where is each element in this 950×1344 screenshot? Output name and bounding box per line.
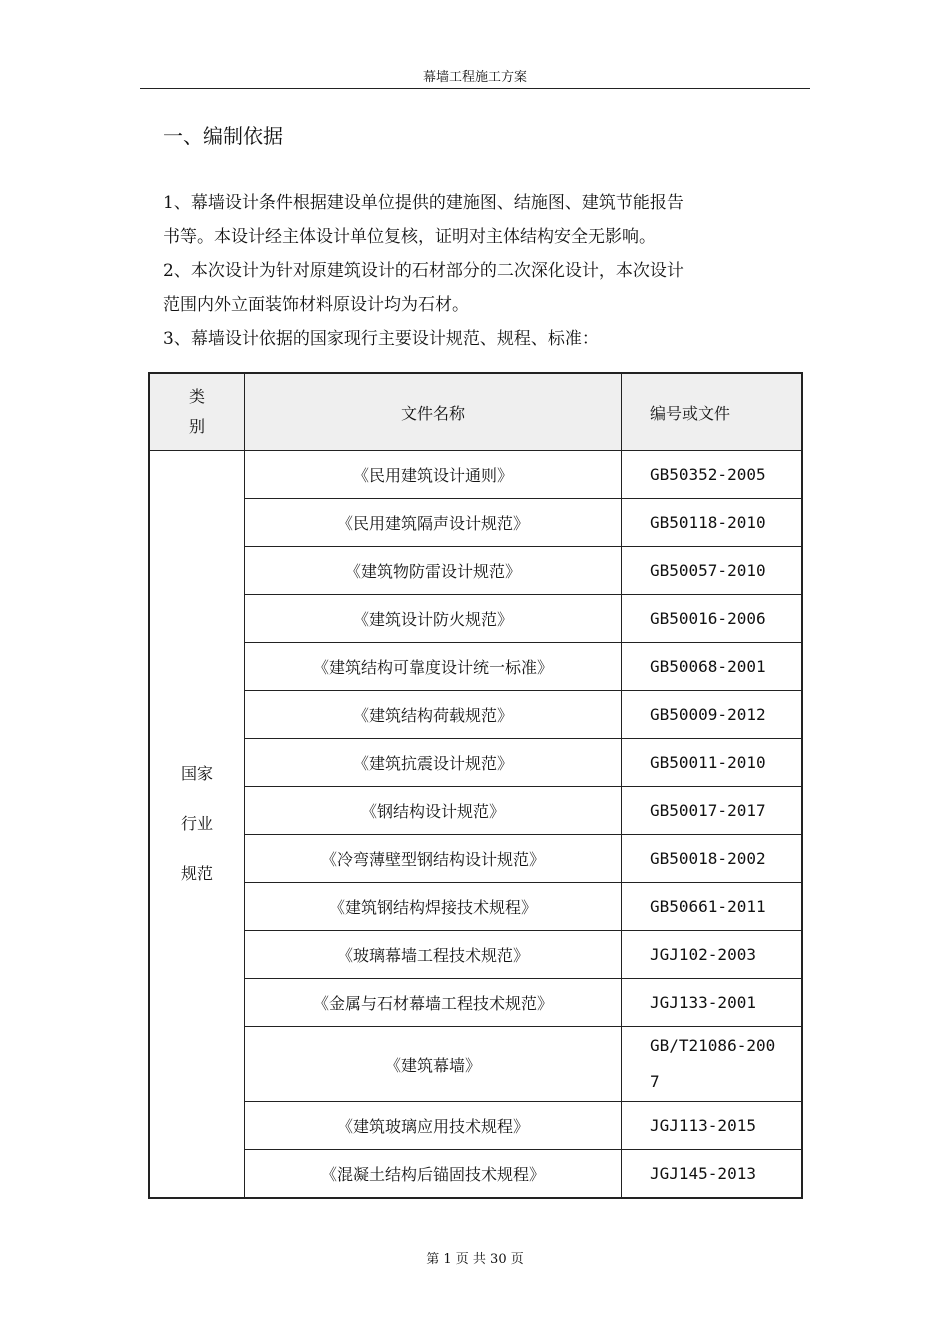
- document-code: GB50118-2010: [622, 499, 802, 547]
- document-name: 《玻璃幕墙工程技术规范》: [245, 931, 622, 979]
- table-row: [149, 1027, 802, 1102]
- document-name: 《建筑玻璃应用技术规程》: [245, 1102, 622, 1150]
- page-header: [140, 68, 810, 89]
- table-row: [149, 931, 802, 979]
- document-code: JGJ113-2015: [622, 1102, 802, 1150]
- section-title: 一、编制依据: [163, 124, 283, 148]
- document-code: GB50068-2001: [622, 643, 802, 691]
- document-name: 《建筑物防雷设计规范》: [245, 547, 622, 595]
- standards-table: [148, 372, 803, 1199]
- paragraph-2-line-2: 范围内外立面装饰材料原设计均为石材。: [163, 295, 469, 315]
- table-row: [149, 643, 802, 691]
- document-name: 《民用建筑隔声设计规范》: [245, 499, 622, 547]
- category-line-2: 行业: [180, 814, 213, 833]
- table-row: [149, 451, 802, 499]
- document-code: JGJ145-2013: [622, 1150, 802, 1199]
- page-footer: 第 1 页 共 30 页: [426, 1252, 524, 1267]
- document-code: GB50057-2010: [622, 547, 802, 595]
- table-row: [149, 691, 802, 739]
- body-text: [163, 186, 763, 356]
- document-code: GB50016-2006: [622, 595, 802, 643]
- header-title: 幕墙工程施工方案: [422, 70, 527, 85]
- table-row: [149, 835, 802, 883]
- header-category-line-2: 别: [188, 417, 205, 436]
- document-name: 《建筑钢结构焊接技术规程》: [245, 883, 622, 931]
- header-category-line-1: 类: [188, 387, 205, 406]
- document-name: 《建筑结构可靠度设计统一标准》: [245, 643, 622, 691]
- paragraph-2-line-1: 2、本次设计为针对原建筑设计的石材部分的二次深化设计，本次设计: [163, 261, 684, 281]
- table-row: [149, 979, 802, 1027]
- document-name: 《冷弯薄壁型钢结构设计规范》: [245, 835, 622, 883]
- document-name: 《建筑抗震设计规范》: [245, 739, 622, 787]
- header-file-name: 文件名称: [245, 373, 622, 451]
- document-name: 《金属与石材幕墙工程技术规范》: [245, 979, 622, 1027]
- document-name: 《建筑结构荷载规范》: [245, 691, 622, 739]
- category-line-3: 规范: [180, 864, 213, 883]
- paragraph-1-line-1: 1、幕墙设计条件根据建设单位提供的建施图、结施图、建筑节能报告: [163, 193, 684, 213]
- table-row: [149, 883, 802, 931]
- document-code: GB50018-2002: [622, 835, 802, 883]
- document-code: JGJ133-2001: [622, 979, 802, 1027]
- paragraph-3-line-1: 3、幕墙设计依据的国家现行主要设计规范、规程、标准：: [163, 329, 599, 349]
- document-name: 《钢结构设计规范》: [245, 787, 622, 835]
- document-code: GB50009-2012: [622, 691, 802, 739]
- document-name: 《建筑幕墙》: [245, 1027, 622, 1102]
- document-name: 《民用建筑设计通则》: [245, 451, 622, 499]
- header-code: 编号或文件: [622, 373, 802, 451]
- table-row: [149, 1150, 802, 1199]
- table-row: [149, 787, 802, 835]
- table-row: [149, 595, 802, 643]
- category-line-1: 国家: [180, 764, 213, 783]
- table-row: [149, 1102, 802, 1150]
- document-code: JGJ102-2003: [622, 931, 802, 979]
- document-code: GB50011-2010: [622, 739, 802, 787]
- paragraph-1-line-2: 书等。本设计经主体设计单位复核，证明对主体结构安全无影响。: [163, 227, 656, 247]
- document-name: 《混凝土结构后锚固技术规程》: [245, 1150, 622, 1199]
- header-category: [149, 373, 245, 451]
- category-cell: [149, 451, 245, 1199]
- table-row: [149, 499, 802, 547]
- document-code: GB50352-2005: [622, 451, 802, 499]
- table-row: [149, 547, 802, 595]
- document-code: GB/T21086-2007: [622, 1027, 802, 1102]
- document-code: GB50017-2017: [622, 787, 802, 835]
- table-header-row: [149, 373, 802, 451]
- table-row: [149, 739, 802, 787]
- document-code: GB50661-2011: [622, 883, 802, 931]
- document-name: 《建筑设计防火规范》: [245, 595, 622, 643]
